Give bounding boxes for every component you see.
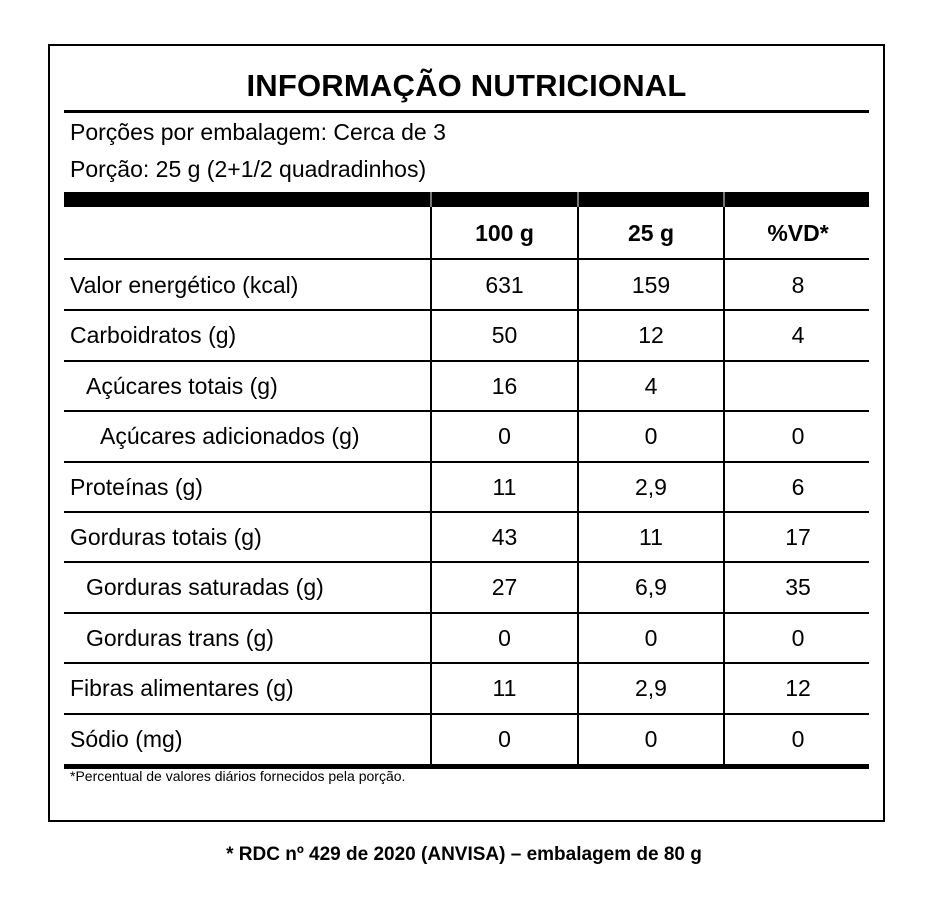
nutrient-value-vd: 4 (791, 322, 805, 349)
nutrient-value-vd: 12 (785, 675, 811, 702)
table-row (64, 663, 871, 714)
label-title: INFORMAÇÃO NUTRICIONAL (246, 68, 687, 103)
nutrient-name: Gorduras saturadas (g) (86, 574, 324, 601)
table-row (64, 512, 871, 563)
nutrient-value-vd: 6 (791, 473, 805, 500)
nutrient-value-v100: 0 (498, 725, 511, 752)
nutrient-value-v100: 11 (492, 473, 517, 500)
nutrient-value-v25: 4 (644, 372, 658, 399)
regulation-caption: * RDC nº 429 de 2020 (ANVISA) – embalagem de 80 g (226, 844, 702, 865)
nutrient-name: Sódio (mg) (70, 725, 183, 752)
nutrient-value-v100: 43 (491, 524, 518, 550)
nutrient-value-v25: 159 (631, 272, 671, 298)
title-divider (64, 110, 869, 113)
nutrient-name: Fibras alimentares (g) (70, 675, 294, 702)
nutrient-value-v100: 631 (485, 272, 524, 298)
table-row (64, 714, 871, 765)
bar-separator (723, 192, 725, 207)
nutrient-value-v25: 2,9 (635, 473, 667, 500)
nutrient-name: Açúcares adicionados (g) (100, 423, 360, 450)
nutrient-value-v25: 0 (644, 624, 658, 651)
bar-separator (577, 192, 579, 207)
nutrient-name: Gorduras trans (g) (86, 624, 274, 651)
nutrient-name: Gorduras totais (g) (70, 524, 262, 550)
nutrient-value-vd: 35 (785, 574, 811, 601)
nutrient-value-v100: 50 (491, 322, 518, 349)
nutrient-value-v25: 12 (638, 322, 664, 349)
table-row (64, 562, 871, 613)
table-row (64, 310, 871, 361)
nutrient-value-vd: 0 (791, 725, 805, 752)
bar-separator (430, 192, 432, 207)
table-row (64, 361, 871, 412)
footnote: *Percentual de valores diários fornecidos pela porção. (70, 768, 406, 784)
nutrient-value-vd: 17 (785, 524, 811, 550)
header-vd: %VD* (767, 219, 829, 246)
header-100g: 100 g (475, 219, 534, 246)
nutrient-name: Açúcares totais (g) (86, 372, 278, 399)
nutrient-value-vd (725, 361, 871, 412)
nutrient-value-v25: 2,9 (635, 675, 667, 702)
servings-per-package: Porções por embalagem: Cerca de 3 (70, 119, 446, 145)
nutrient-value-v25: 11 (639, 524, 663, 550)
nutrient-name: Carboidratos (g) (70, 322, 237, 349)
nutrient-value-v100: 27 (491, 574, 518, 601)
nutrient-value-v100: 0 (498, 624, 511, 651)
nutrition-facts-label (48, 44, 885, 822)
nutrient-value-v25: 6,9 (635, 574, 667, 601)
nutrient-value-v100: 16 (491, 372, 518, 399)
nutrient-value-v100: 0 (498, 423, 511, 450)
nutrient-name: Valor energético (kcal) (70, 272, 299, 298)
nutrient-value-v100: 11 (492, 675, 517, 702)
nutrient-value-v25: 0 (644, 423, 658, 450)
table-row (64, 462, 871, 513)
header-thick-bar (64, 192, 869, 207)
nutrient-value-vd: 0 (791, 423, 805, 450)
nutrient-value-v25: 0 (644, 725, 658, 752)
nutrient-value-vd: 0 (791, 624, 805, 651)
header-25g: 25 g (627, 219, 675, 246)
nutrient-value-vd: 8 (791, 272, 805, 298)
table-row (64, 260, 871, 311)
table-row (64, 613, 871, 664)
nutrient-name: Proteínas (g) (70, 473, 203, 500)
table-row (64, 411, 871, 462)
serving-size: Porção: 25 g (2+1/2 quadradinhos) (70, 156, 427, 182)
